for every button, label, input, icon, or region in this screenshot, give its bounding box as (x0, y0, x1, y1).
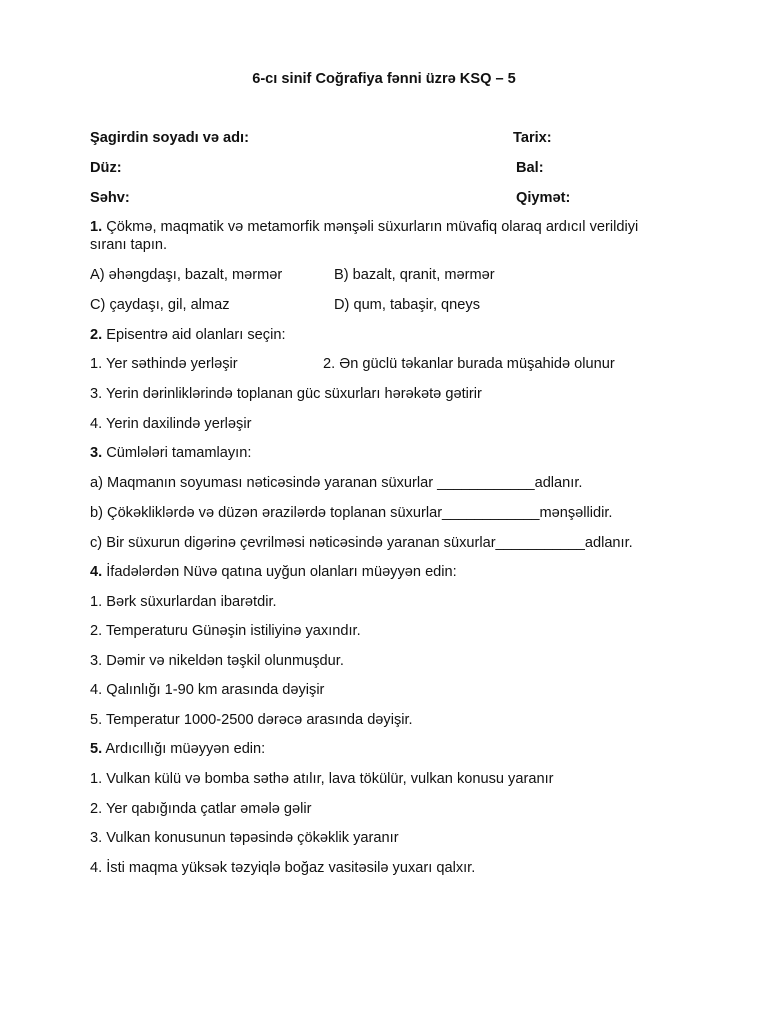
list-item: 3. Vulkan konusunun təpəsində çökəklik yaranır (90, 830, 399, 846)
question-4 (90, 563, 457, 581)
score-label: Bal: (516, 160, 544, 176)
list-item: 4. Qalınlığı 1-90 km arasında dəyişir (90, 682, 325, 698)
correct-label: Düz: (90, 160, 122, 176)
question-number: 3. (90, 445, 103, 461)
wrong-label: Səhv: (90, 190, 130, 206)
list-item: 1. Yer səthində yerləşir (90, 356, 238, 372)
question-2 (90, 326, 286, 344)
date-label: Tarix: (513, 130, 552, 146)
list-item: 2. Ən güclü təkanlar burada müşahidə olunur (323, 356, 615, 372)
page-title: 6-cı sinif Coğrafiya fənni üzrə KSQ – 5 (252, 71, 516, 87)
list-item: 5. Temperatur 1000-2500 dərəcə arasında dəyişir. (90, 712, 413, 728)
question-text: Ardıcıllığı müəyyən edin: (102, 741, 266, 757)
list-item: 4. İsti maqma yüksək təzyiqlə boğaz vasitəsilə yuxarı qalxır. (90, 860, 476, 876)
fill-in-sentence: b) Çökəkliklərdə və düzən ərazilərdə toplanan süxurlar____________mənşəllidir. (90, 505, 613, 521)
question-text: İfadələrdən Nüvə qatına uyğun olanları müəyyən edin: (102, 564, 457, 580)
question-text: Episentrə aid olanları seçin: (102, 327, 286, 343)
question-number: 2. (90, 327, 103, 343)
option-d: D) qum, tabaşir, qneys (334, 297, 481, 313)
student-name-label: Şagirdin soyadı və adı: (90, 130, 249, 146)
list-item: 1. Vulkan külü və bomba səthə atılır, lava tökülür, vulkan konusu yaranır (90, 771, 554, 787)
question-3 (90, 444, 251, 462)
list-item: 3. Yerin dərinliklərində toplanan güc süxurları hərəkətə gətirir (90, 386, 482, 402)
option-b: B) bazalt, qranit, mərmər (334, 267, 495, 283)
question-5 (90, 740, 265, 758)
list-item: 4. Yerin daxilində yerləşir (90, 416, 252, 432)
question-1 (90, 218, 670, 254)
grade-label: Qiymət: (516, 190, 571, 206)
list-item: 2. Temperaturu Günəşin istiliyinə yaxındır. (90, 623, 361, 639)
list-item: 1. Bərk süxurlardan ibarətdir. (90, 594, 277, 610)
question-number: 4. (90, 564, 103, 580)
question-text: Çökmə, maqmatik və metamorfik mənşəli süxurların müvafiq olaraq ardıcıl verildiyi sıranı tapın. (90, 219, 639, 253)
option-a: A) əhəngdaşı, bazalt, mərmər (90, 267, 283, 283)
list-item: 3. Dəmir və nikeldən təşkil olunmuşdur. (90, 653, 344, 669)
question-number: 5. (90, 741, 103, 757)
question-number: 1. (90, 219, 103, 235)
option-c: C) çaydaşı, gil, almaz (90, 297, 230, 313)
fill-in-sentence: c) Bir süxurun digərinə çevrilməsi nəticəsində yaranan süxurlar___________adlanır. (90, 535, 633, 551)
question-text: Cümlələri tamamlayın: (102, 445, 252, 461)
fill-in-sentence: a) Maqmanın soyuması nəticəsində yaranan süxurlar ____________adlanır. (90, 475, 583, 491)
list-item: 2. Yer qabığında çatlar əmələ gəlir (90, 801, 312, 817)
